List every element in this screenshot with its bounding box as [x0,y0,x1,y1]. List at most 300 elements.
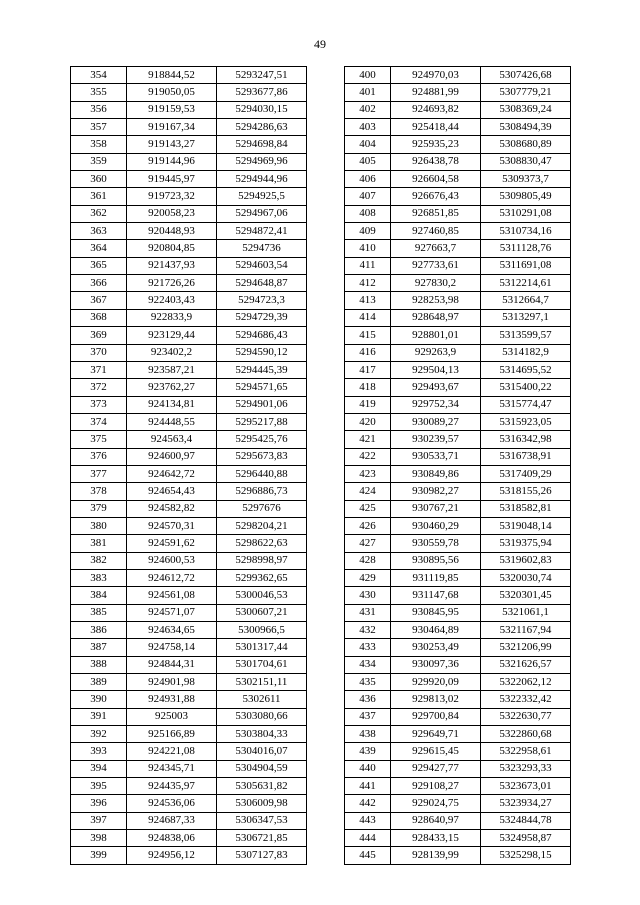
table-row [345,361,571,378]
table-row [71,535,307,552]
y-coordinate-cell: 5308680,89 [481,136,571,153]
x-coordinate-cell: 919167,34 [127,119,217,136]
point-number-cell: 414 [345,309,391,326]
y-coordinate-cell: 5304904,59 [217,760,307,777]
x-coordinate-cell: 924591,62 [127,535,217,552]
x-coordinate-cell: 924571,07 [127,604,217,621]
point-number-cell: 388 [71,656,127,673]
coordinates-table-right [344,66,571,865]
y-coordinate-cell: 5322062,12 [481,674,571,691]
table-row [345,431,571,448]
table-row [345,344,571,361]
y-coordinate-cell: 5297676 [217,500,307,517]
x-coordinate-cell: 929649,71 [391,726,481,743]
table-row [71,465,307,482]
table-row [345,136,571,153]
y-coordinate-cell: 5294648,87 [217,275,307,292]
point-number-cell: 383 [71,569,127,586]
table-row [345,795,571,812]
x-coordinate-cell: 929263,9 [391,344,481,361]
y-coordinate-cell: 5306347,53 [217,812,307,829]
y-coordinate-cell: 5294872,41 [217,223,307,240]
point-number-cell: 422 [345,448,391,465]
point-number-cell: 357 [71,119,127,136]
x-coordinate-cell: 924536,06 [127,795,217,812]
point-number-cell: 426 [345,517,391,534]
table-row [345,483,571,500]
y-coordinate-cell: 5293677,86 [217,84,307,101]
y-coordinate-cell: 5314182,9 [481,344,571,361]
y-coordinate-cell: 5300046,53 [217,587,307,604]
table-row [71,674,307,691]
point-number-cell: 360 [71,171,127,188]
point-number-cell: 379 [71,500,127,517]
table-row [345,552,571,569]
point-number-cell: 415 [345,327,391,344]
point-number-cell: 433 [345,639,391,656]
x-coordinate-cell: 925166,89 [127,726,217,743]
y-coordinate-cell: 5322958,61 [481,743,571,760]
y-coordinate-cell: 5307426,68 [481,67,571,84]
x-coordinate-cell: 920448,93 [127,223,217,240]
x-coordinate-cell: 920804,85 [127,240,217,257]
point-number-cell: 382 [71,552,127,569]
x-coordinate-cell: 927733,61 [391,257,481,274]
table-row [345,812,571,829]
y-coordinate-cell: 5311128,76 [481,240,571,257]
table-row [71,552,307,569]
x-coordinate-cell: 924561,08 [127,587,217,604]
table-row [71,309,307,326]
x-coordinate-cell: 929427,77 [391,760,481,777]
point-number-cell: 444 [345,830,391,847]
x-coordinate-cell: 924956,12 [127,847,217,864]
x-coordinate-cell: 929504,13 [391,361,481,378]
table-row [71,67,307,84]
point-number-cell: 395 [71,778,127,795]
table-row [345,708,571,725]
x-coordinate-cell: 930533,71 [391,448,481,465]
table-row [345,223,571,240]
y-coordinate-cell: 5294571,65 [217,379,307,396]
y-coordinate-cell: 5308830,47 [481,153,571,170]
x-coordinate-cell: 924563,4 [127,431,217,448]
table-row [71,101,307,118]
point-number-cell: 368 [71,309,127,326]
x-coordinate-cell: 924881,99 [391,84,481,101]
x-coordinate-cell: 924448,55 [127,413,217,430]
point-number-cell: 358 [71,136,127,153]
table-row [345,569,571,586]
x-coordinate-cell: 924693,82 [391,101,481,118]
coordinates-table-left [70,66,307,865]
y-coordinate-cell: 5313297,1 [481,309,571,326]
x-coordinate-cell: 925935,23 [391,136,481,153]
table-row [71,587,307,604]
y-coordinate-cell: 5323673,01 [481,778,571,795]
x-coordinate-cell: 919723,32 [127,188,217,205]
x-coordinate-cell: 919144,96 [127,153,217,170]
table-row [71,257,307,274]
x-coordinate-cell: 924901,98 [127,674,217,691]
point-number-cell: 421 [345,431,391,448]
x-coordinate-cell: 931147,68 [391,587,481,604]
table-row [71,760,307,777]
point-number-cell: 386 [71,622,127,639]
point-number-cell: 427 [345,535,391,552]
x-coordinate-cell: 919159,53 [127,101,217,118]
table-row [71,379,307,396]
point-number-cell: 393 [71,743,127,760]
y-coordinate-cell: 5319375,94 [481,535,571,552]
x-coordinate-cell: 924221,08 [127,743,217,760]
x-coordinate-cell: 924582,82 [127,500,217,517]
x-coordinate-cell: 925418,44 [391,119,481,136]
x-coordinate-cell: 924570,31 [127,517,217,534]
x-coordinate-cell: 924687,33 [127,812,217,829]
point-number-cell: 374 [71,413,127,430]
x-coordinate-cell: 930460,29 [391,517,481,534]
y-coordinate-cell: 5321626,57 [481,656,571,673]
x-coordinate-cell: 927460,85 [391,223,481,240]
y-coordinate-cell: 5295217,88 [217,413,307,430]
x-coordinate-cell: 929108,27 [391,778,481,795]
point-number-cell: 381 [71,535,127,552]
point-number-cell: 364 [71,240,127,257]
x-coordinate-cell: 924654,43 [127,483,217,500]
point-number-cell: 387 [71,639,127,656]
y-coordinate-cell: 5304016,07 [217,743,307,760]
x-coordinate-cell: 927830,2 [391,275,481,292]
x-coordinate-cell: 924758,14 [127,639,217,656]
table-row [71,413,307,430]
point-number-cell: 363 [71,223,127,240]
x-coordinate-cell: 922403,43 [127,292,217,309]
table-row [345,153,571,170]
x-coordinate-cell: 929615,45 [391,743,481,760]
point-number-cell: 445 [345,847,391,864]
x-coordinate-cell: 923587,21 [127,361,217,378]
x-coordinate-cell: 930767,21 [391,500,481,517]
table-row [345,413,571,430]
table-row [345,535,571,552]
point-number-cell: 429 [345,569,391,586]
point-number-cell: 399 [71,847,127,864]
table-row [345,691,571,708]
point-number-cell: 359 [71,153,127,170]
x-coordinate-cell: 928801,01 [391,327,481,344]
point-number-cell: 370 [71,344,127,361]
y-coordinate-cell: 5302611 [217,691,307,708]
table-row [71,708,307,725]
x-coordinate-cell: 924634,65 [127,622,217,639]
table-row [345,726,571,743]
table-row [345,257,571,274]
x-coordinate-cell: 926851,85 [391,205,481,222]
x-coordinate-cell: 930089,27 [391,413,481,430]
point-number-cell: 430 [345,587,391,604]
table-row [345,240,571,257]
y-coordinate-cell: 5315774,47 [481,396,571,413]
y-coordinate-cell: 5298204,21 [217,517,307,534]
point-number-cell: 416 [345,344,391,361]
table-row [71,188,307,205]
table-row [71,847,307,864]
x-coordinate-cell: 928253,98 [391,292,481,309]
point-number-cell: 389 [71,674,127,691]
point-number-cell: 409 [345,223,391,240]
y-coordinate-cell: 5302151,11 [217,674,307,691]
x-coordinate-cell: 929700,84 [391,708,481,725]
point-number-cell: 354 [71,67,127,84]
y-coordinate-cell: 5299362,65 [217,569,307,586]
table-row [71,171,307,188]
table-row [71,656,307,673]
table-row [71,136,307,153]
point-number-cell: 412 [345,275,391,292]
x-coordinate-cell: 924642,72 [127,465,217,482]
x-coordinate-cell: 930845,95 [391,604,481,621]
point-number-cell: 432 [345,622,391,639]
y-coordinate-cell: 5323934,27 [481,795,571,812]
point-number-cell: 377 [71,465,127,482]
x-coordinate-cell: 926604,58 [391,171,481,188]
x-coordinate-cell: 930849,86 [391,465,481,482]
point-number-cell: 380 [71,517,127,534]
x-coordinate-cell: 924844,31 [127,656,217,673]
x-coordinate-cell: 924838,06 [127,830,217,847]
table-row [71,604,307,621]
table-row [345,674,571,691]
table-row [345,309,571,326]
x-coordinate-cell: 923129,44 [127,327,217,344]
point-number-cell: 373 [71,396,127,413]
point-number-cell: 425 [345,500,391,517]
y-coordinate-cell: 5320030,74 [481,569,571,586]
table-row [71,812,307,829]
table-row [71,639,307,656]
table-row [345,830,571,847]
point-number-cell: 442 [345,795,391,812]
point-number-cell: 431 [345,604,391,621]
y-coordinate-cell: 5308369,24 [481,101,571,118]
point-number-cell: 402 [345,101,391,118]
point-number-cell: 411 [345,257,391,274]
table-row [71,344,307,361]
table-row [71,240,307,257]
x-coordinate-cell: 930097,36 [391,656,481,673]
x-coordinate-cell: 920058,23 [127,205,217,222]
point-number-cell: 410 [345,240,391,257]
y-coordinate-cell: 5322630,77 [481,708,571,725]
y-coordinate-cell: 5294603,54 [217,257,307,274]
point-number-cell: 406 [345,171,391,188]
page-number: 49 [314,37,326,51]
y-coordinate-cell: 5294698,84 [217,136,307,153]
y-coordinate-cell: 5294925,5 [217,188,307,205]
y-coordinate-cell: 5294901,06 [217,396,307,413]
y-coordinate-cell: 5294445,39 [217,361,307,378]
table-row [345,500,571,517]
table-row [345,188,571,205]
table-row [71,292,307,309]
y-coordinate-cell: 5294967,06 [217,205,307,222]
x-coordinate-cell: 930464,89 [391,622,481,639]
x-coordinate-cell: 924134,81 [127,396,217,413]
table-row [345,760,571,777]
x-coordinate-cell: 919050,05 [127,84,217,101]
point-number-cell: 420 [345,413,391,430]
table-row [71,396,307,413]
y-coordinate-cell: 5324958,87 [481,830,571,847]
table-row [345,517,571,534]
y-coordinate-cell: 5321167,94 [481,622,571,639]
table-row [345,778,571,795]
x-coordinate-cell: 925003 [127,708,217,725]
point-number-cell: 407 [345,188,391,205]
table-row [71,622,307,639]
table-row [345,205,571,222]
x-coordinate-cell: 928640,97 [391,812,481,829]
table-row [345,743,571,760]
x-coordinate-cell: 928648,97 [391,309,481,326]
table-row [71,205,307,222]
x-coordinate-cell: 929024,75 [391,795,481,812]
x-coordinate-cell: 930239,57 [391,431,481,448]
x-coordinate-cell: 922833,9 [127,309,217,326]
y-coordinate-cell: 5322860,68 [481,726,571,743]
table-row [71,431,307,448]
point-number-cell: 428 [345,552,391,569]
x-coordinate-cell: 924600,53 [127,552,217,569]
point-number-cell: 403 [345,119,391,136]
table-row [345,622,571,639]
point-number-cell: 419 [345,396,391,413]
y-coordinate-cell: 5322332,42 [481,691,571,708]
y-coordinate-cell: 5306721,85 [217,830,307,847]
point-number-cell: 400 [345,67,391,84]
point-number-cell: 396 [71,795,127,812]
point-number-cell: 436 [345,691,391,708]
point-number-cell: 356 [71,101,127,118]
y-coordinate-cell: 5300607,21 [217,604,307,621]
point-number-cell: 404 [345,136,391,153]
y-coordinate-cell: 5320301,45 [481,587,571,604]
y-coordinate-cell: 5294944,96 [217,171,307,188]
x-coordinate-cell: 923402,2 [127,344,217,361]
table-row [345,67,571,84]
y-coordinate-cell: 5318155,26 [481,483,571,500]
table-row [345,639,571,656]
table-row [71,517,307,534]
y-coordinate-cell: 5294723,3 [217,292,307,309]
y-coordinate-cell: 5294969,96 [217,153,307,170]
x-coordinate-cell: 928139,99 [391,847,481,864]
y-coordinate-cell: 5296886,73 [217,483,307,500]
y-coordinate-cell: 5300966,5 [217,622,307,639]
y-coordinate-cell: 5324844,78 [481,812,571,829]
y-coordinate-cell: 5316738,91 [481,448,571,465]
point-number-cell: 391 [71,708,127,725]
y-coordinate-cell: 5303804,33 [217,726,307,743]
x-coordinate-cell: 929752,34 [391,396,481,413]
y-coordinate-cell: 5296440,88 [217,465,307,482]
table-row [71,483,307,500]
y-coordinate-cell: 5319048,14 [481,517,571,534]
point-number-cell: 376 [71,448,127,465]
y-coordinate-cell: 5321206,99 [481,639,571,656]
table-row [71,726,307,743]
y-coordinate-cell: 5294736 [217,240,307,257]
point-number-cell: 434 [345,656,391,673]
point-number-cell: 384 [71,587,127,604]
y-coordinate-cell: 5321061,1 [481,604,571,621]
table-row [71,327,307,344]
x-coordinate-cell: 926438,78 [391,153,481,170]
point-number-cell: 392 [71,726,127,743]
x-coordinate-cell: 924970,03 [391,67,481,84]
y-coordinate-cell: 5309805,49 [481,188,571,205]
point-number-cell: 405 [345,153,391,170]
y-coordinate-cell: 5317409,29 [481,465,571,482]
point-number-cell: 369 [71,327,127,344]
y-coordinate-cell: 5313599,57 [481,327,571,344]
table-row [345,587,571,604]
point-number-cell: 439 [345,743,391,760]
x-coordinate-cell: 929920,09 [391,674,481,691]
point-number-cell: 413 [345,292,391,309]
point-number-cell: 398 [71,830,127,847]
x-coordinate-cell: 930559,78 [391,535,481,552]
table-row [71,691,307,708]
x-coordinate-cell: 931119,85 [391,569,481,586]
table-row [71,153,307,170]
y-coordinate-cell: 5319602,83 [481,552,571,569]
y-coordinate-cell: 5311691,08 [481,257,571,274]
point-number-cell: 371 [71,361,127,378]
table-row [71,830,307,847]
table-row [71,795,307,812]
point-number-cell: 441 [345,778,391,795]
x-coordinate-cell: 924612,72 [127,569,217,586]
y-coordinate-cell: 5307127,83 [217,847,307,864]
table-row [71,778,307,795]
x-coordinate-cell: 930895,56 [391,552,481,569]
y-coordinate-cell: 5310734,16 [481,223,571,240]
x-coordinate-cell: 921437,93 [127,257,217,274]
point-number-cell: 394 [71,760,127,777]
table-row [71,119,307,136]
point-number-cell: 401 [345,84,391,101]
y-coordinate-cell: 5295673,83 [217,448,307,465]
x-coordinate-cell: 919143,27 [127,136,217,153]
y-coordinate-cell: 5303080,66 [217,708,307,725]
point-number-cell: 365 [71,257,127,274]
point-number-cell: 385 [71,604,127,621]
point-number-cell: 355 [71,84,127,101]
table-row [345,84,571,101]
x-coordinate-cell: 918844,52 [127,67,217,84]
table-row [71,84,307,101]
y-coordinate-cell: 5294590,12 [217,344,307,361]
table-row [71,275,307,292]
point-number-cell: 378 [71,483,127,500]
x-coordinate-cell: 926676,43 [391,188,481,205]
y-coordinate-cell: 5315923,05 [481,413,571,430]
y-coordinate-cell: 5323293,33 [481,760,571,777]
y-coordinate-cell: 5301704,61 [217,656,307,673]
table-row [345,448,571,465]
